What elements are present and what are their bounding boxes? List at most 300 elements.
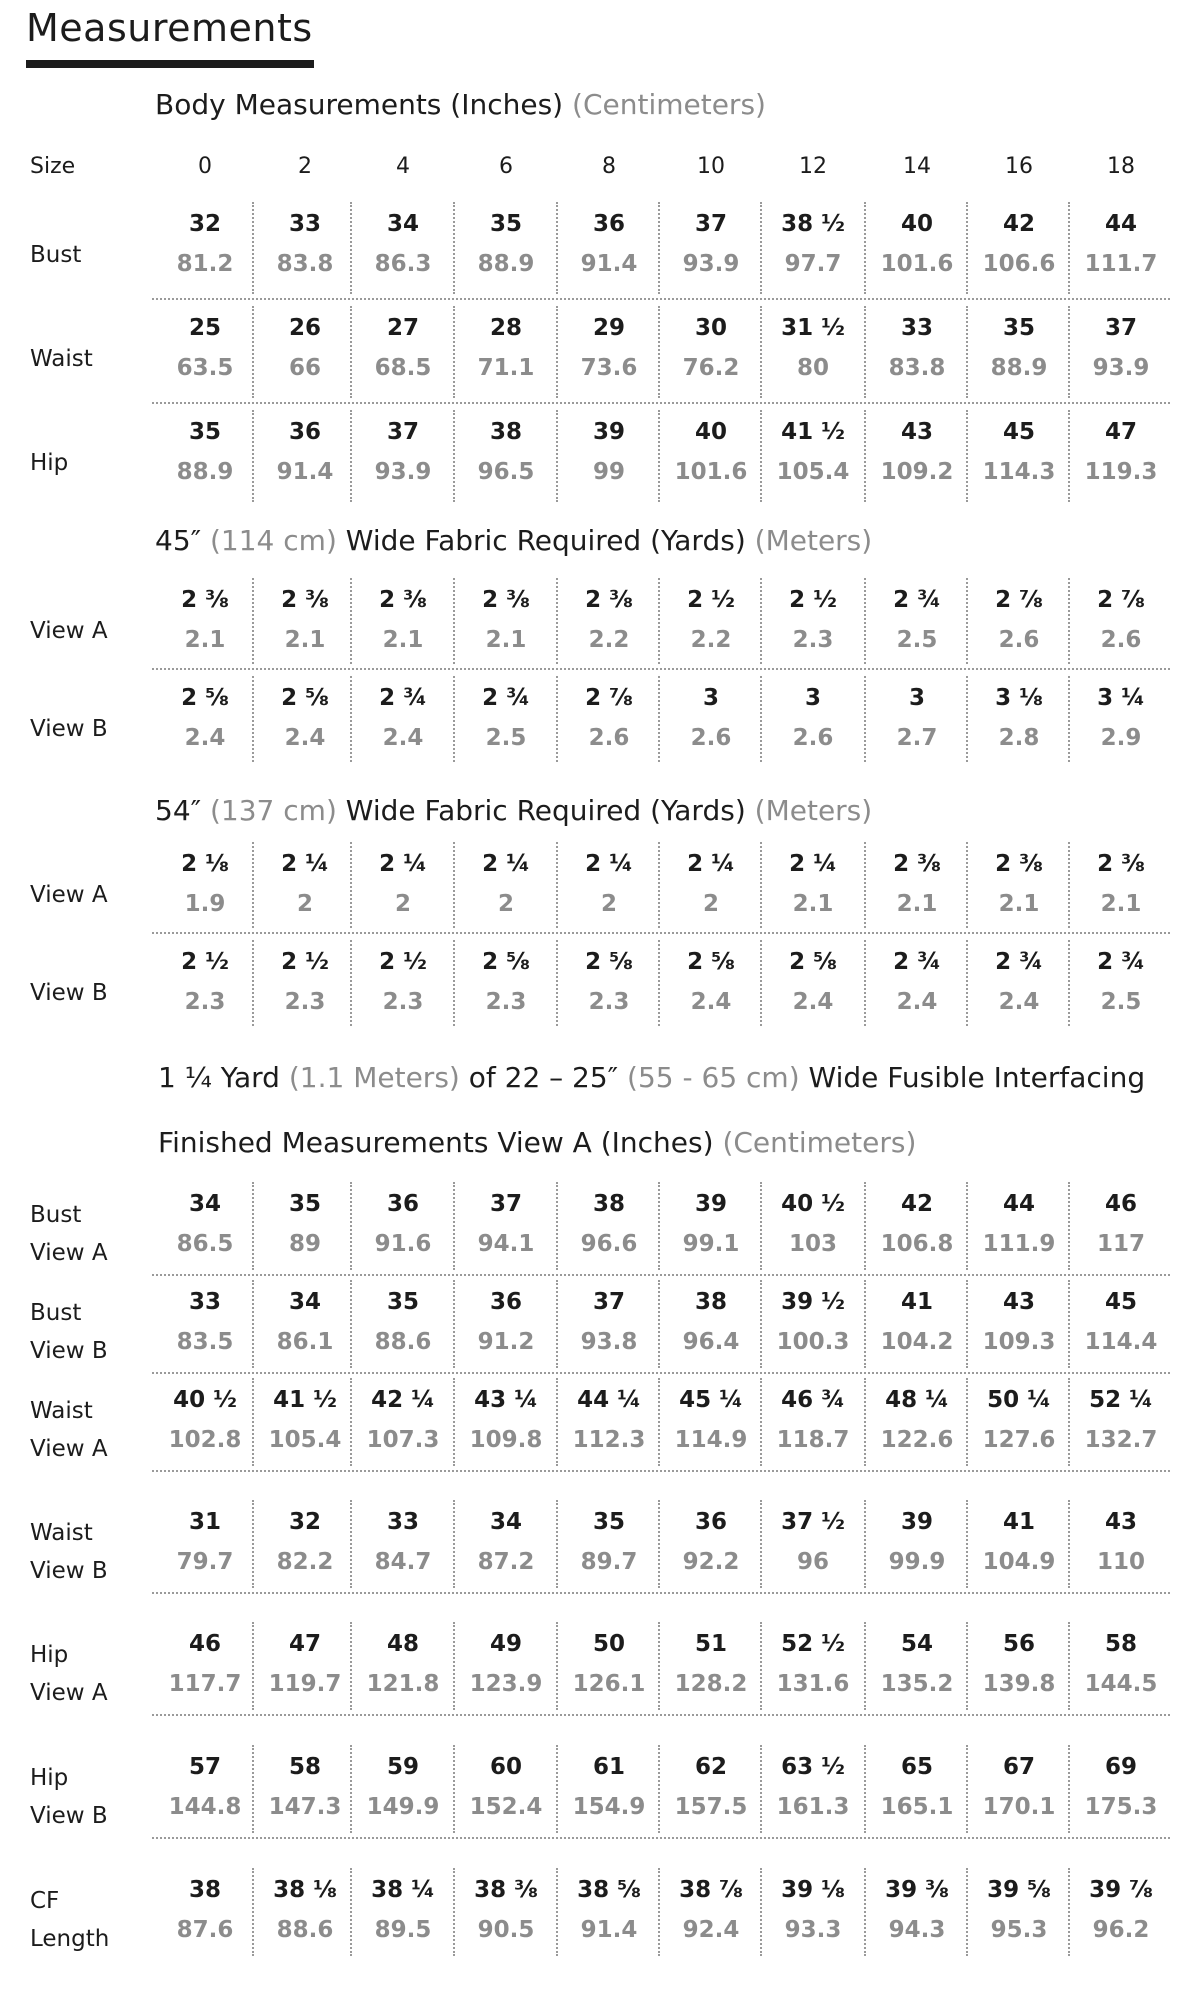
imperial-value: 36 [386,1191,419,1217]
metric-value: 97.7 [784,251,842,277]
imperial-value: 65 [900,1754,933,1780]
measurement-cell [762,204,864,284]
metric-value: 96.5 [477,459,535,485]
column-divider [966,676,968,762]
size-header: 10 [697,154,725,179]
imperial-value: 38 [489,419,522,445]
metric-value: 109.2 [880,459,954,485]
column-divider [453,306,455,398]
imperial-value: 2 ½ [181,949,229,975]
heading-main: Body Measurements (Inches) [155,88,564,121]
imperial-value: 30 [694,315,727,341]
metric-value: 2.3 [485,989,527,1015]
measurement-cell [762,1747,864,1827]
measurement-cell [352,1282,454,1362]
metric-value: 147.3 [268,1794,342,1820]
fabric-54-heading [155,794,872,827]
imperial-value: 2 ½ [789,587,837,613]
metric-value: 86.1 [276,1329,334,1355]
metric-value: 2.4 [896,989,938,1015]
metric-value: 71.1 [477,355,535,381]
imperial-value: 38 [188,1877,221,1903]
imperial-value: 48 [386,1631,419,1657]
measurement-cell [154,1747,256,1827]
imperial-value: 2 ⅛ [181,851,229,877]
column-divider [556,306,558,398]
column-divider [760,1182,762,1270]
metric-value: 2.6 [588,725,630,751]
metric-value: 2.1 [184,627,226,653]
metric-value: 122.6 [880,1427,954,1453]
measurement-cell [352,1184,454,1264]
column-divider [453,1745,455,1833]
heading-main: Wide Fabric Required (Yards) [345,794,746,827]
metric-value: 93.8 [580,1329,638,1355]
metric-value: 2.1 [284,627,326,653]
imperial-value: 2 ¾ [893,949,941,975]
body-measurements-heading [155,88,766,121]
measurement-cell [352,1624,454,1704]
column-divider [966,306,968,398]
column-divider [252,202,254,294]
metric-value: 73.6 [580,355,638,381]
metric-value: 96.6 [580,1231,638,1257]
row-divider [152,1372,1170,1374]
column-divider [556,1280,558,1368]
column-divider [252,410,254,502]
measurement-cell [968,1502,1070,1582]
imperial-value: 33 [288,211,321,237]
imperial-value: 67 [1002,1754,1035,1780]
imperial-value: 31 ½ [781,315,845,341]
imperial-value: 45 [1002,419,1035,445]
measurement-cell [866,1502,968,1582]
column-divider [556,1378,558,1466]
imperial-value: 46 [1104,1191,1137,1217]
imperial-value: 25 [188,315,221,341]
metric-value: 175.3 [1084,1794,1158,1820]
row-divider [152,1274,1170,1276]
imperial-value: 3 [804,685,821,711]
column-divider [252,306,254,398]
fabric-45-heading [155,524,872,557]
imperial-value: 2 ⅜ [893,851,941,877]
metric-value: 112.3 [572,1427,646,1453]
imperial-value: 38 ⅞ [679,1877,743,1903]
row-label [30,876,108,914]
imperial-value: 2 ⅜ [995,851,1043,877]
row-label [30,612,108,650]
imperial-value: 37 ½ [781,1509,845,1535]
column-divider [350,410,352,502]
imperial-value: 2 ¼ [482,851,530,877]
column-divider [350,676,352,762]
metric-value: 152.4 [469,1794,543,1820]
metric-value: 2.1 [1100,891,1142,917]
imperial-value: 41 ½ [781,419,845,445]
column-divider [453,842,455,928]
row-label-line: View A [30,618,108,644]
size-header: 14 [903,154,931,179]
measurement-cell [968,1184,1070,1264]
imperial-value: 43 [900,419,933,445]
measurement-cell [254,308,356,388]
metric-value: 118.7 [776,1427,850,1453]
measurement-cell [660,844,762,924]
imperial-value: 39 ⅛ [781,1877,845,1903]
measurement-cell [455,412,557,492]
column-divider [658,1280,660,1368]
imperial-value: 2 ¾ [482,685,530,711]
measurement-cell [968,1870,1070,1950]
imperial-value: 33 [188,1289,221,1315]
imperial-value: 2 ¾ [1097,949,1145,975]
imperial-value: 2 ⅜ [1097,851,1145,877]
metric-value: 123.9 [469,1671,543,1697]
measurement-cell [1070,942,1172,1022]
column-divider [350,842,352,928]
imperial-value: 52 ½ [781,1631,845,1657]
column-divider [252,1868,254,1956]
row-divider [152,298,1170,300]
measurement-cell [154,1624,256,1704]
metric-value: 157.5 [674,1794,748,1820]
imperial-value: 2 ⅜ [281,587,329,613]
metric-value: 161.3 [776,1794,850,1820]
metric-value: 63.5 [176,355,234,381]
measurement-cell [1070,412,1172,492]
imperial-value: 2 ¾ [379,685,427,711]
imperial-value: 48 ¼ [885,1387,949,1413]
metric-value: 104.2 [880,1329,954,1355]
imperial-value: 39 [900,1509,933,1535]
row-divider [152,1837,1170,1839]
column-divider [252,578,254,664]
column-divider [252,1182,254,1270]
metric-value: 86.3 [374,251,432,277]
metric-value: 81.2 [176,251,234,277]
metric-value: 91.2 [477,1329,535,1355]
column-divider [864,842,866,928]
measurement-cell [154,204,256,284]
measurement-cell [455,1282,557,1362]
row-label-line: View B [30,1803,108,1829]
measurement-cell [352,942,454,1022]
measurement-cell [1070,1624,1172,1704]
column-divider [453,1500,455,1588]
column-divider [556,1500,558,1588]
row-label [30,1392,108,1468]
column-divider [350,202,352,294]
metric-value: 135.2 [880,1671,954,1697]
imperial-value: 32 [288,1509,321,1535]
metric-value: 109.3 [982,1329,1056,1355]
row-label-line: Bust [30,1300,82,1326]
column-divider [556,676,558,762]
metric-value: 154.9 [572,1794,646,1820]
metric-value: 139.8 [982,1671,1056,1697]
imperial-value: 36 [489,1289,522,1315]
measurement-cell [866,580,968,660]
column-divider [966,202,968,294]
measurement-cell [254,1870,356,1950]
imperial-value: 2 ½ [379,949,427,975]
column-divider [658,410,660,502]
column-divider [658,676,660,762]
column-divider [658,1745,660,1833]
interfacing-width: of 22 – 25″ [468,1061,619,1094]
imperial-value: 39 ½ [781,1289,845,1315]
measurement-cell [455,942,557,1022]
column-divider [760,676,762,762]
column-divider [556,1622,558,1710]
imperial-value: 2 ¼ [379,851,427,877]
measurement-cell [455,580,557,660]
measurement-cell [455,1747,557,1827]
metric-value: 89.5 [374,1917,432,1943]
measurement-cell [1070,1747,1172,1827]
column-divider [252,940,254,1026]
measurement-cell [154,412,256,492]
metric-value: 2.7 [896,725,938,751]
column-divider [252,1500,254,1588]
metric-value: 111.9 [982,1231,1056,1257]
metric-value: 93.9 [1092,355,1150,381]
imperial-value: 35 [288,1191,321,1217]
column-divider [1068,1280,1070,1368]
imperial-value: 28 [489,315,522,341]
row-label-line: View B [30,980,108,1006]
column-divider [350,940,352,1026]
imperial-value: 59 [386,1754,419,1780]
metric-value: 132.7 [1084,1427,1158,1453]
heading-width-metric: (137 cm) [210,794,337,827]
measurement-cell [154,844,256,924]
measurement-cell [455,1380,557,1460]
column-divider [350,306,352,398]
measurement-cell [1070,1380,1172,1460]
column-divider [252,676,254,762]
imperial-value: 34 [188,1191,221,1217]
imperial-value: 42 [1002,211,1035,237]
column-divider [252,1745,254,1833]
measurement-cell [154,1282,256,1362]
imperial-value: 34 [386,211,419,237]
imperial-value: 2 ⅝ [281,685,329,711]
measurement-cell [866,678,968,758]
imperial-value: 47 [288,1631,321,1657]
metric-value: 117 [1096,1231,1145,1257]
imperial-value: 2 ⅞ [995,587,1043,613]
column-divider [760,202,762,294]
imperial-value: 3 [702,685,719,711]
interfacing-qty: 1 ¼ Yard [158,1061,280,1094]
column-divider [453,676,455,762]
measurement-cell [660,1502,762,1582]
column-divider [966,1182,968,1270]
metric-value: 88.9 [990,355,1048,381]
imperial-value: 33 [900,315,933,341]
measurement-cell [558,204,660,284]
measurement-cell [660,412,762,492]
imperial-value: 40 ½ [781,1191,845,1217]
measurement-cell [660,1282,762,1362]
imperial-value: 38 [694,1289,727,1315]
row-label-line: Bust [30,1202,82,1228]
metric-value: 2.4 [184,725,226,751]
imperial-value: 2 ⅜ [379,587,427,613]
column-divider [658,1622,660,1710]
measurement-cell [1070,308,1172,388]
imperial-value: 44 [1104,211,1137,237]
imperial-value: 2 ½ [687,587,735,613]
column-divider [453,410,455,502]
measurement-cell [762,1282,864,1362]
metric-value: 2.3 [184,989,226,1015]
column-divider [1068,676,1070,762]
imperial-value: 39 ⅜ [885,1877,949,1903]
metric-value: 105.4 [268,1427,342,1453]
measurement-cell [352,308,454,388]
measurement-cell [866,1380,968,1460]
imperial-value: 44 [1002,1191,1035,1217]
measurement-cell [1070,580,1172,660]
measurement-cell [352,204,454,284]
metric-value: 2.6 [998,627,1040,653]
metric-value: 93.9 [374,459,432,485]
metric-value: 2.3 [382,989,424,1015]
imperial-value: 40 [694,419,727,445]
measurement-cell [455,1184,557,1264]
column-divider [864,1378,866,1466]
metric-value: 131.6 [776,1671,850,1697]
metric-value: 117.7 [168,1671,242,1697]
column-divider [864,410,866,502]
column-divider [1068,1745,1070,1833]
metric-value: 92.2 [682,1549,740,1575]
metric-value: 2.6 [1100,627,1142,653]
row-label-line: Bust [30,242,82,268]
column-divider [658,1378,660,1466]
metric-value: 110 [1096,1549,1145,1575]
column-divider [453,1182,455,1270]
column-divider [966,1280,968,1368]
column-divider [350,1500,352,1588]
imperial-value: 2 ¾ [893,587,941,613]
measurement-cell [352,1380,454,1460]
column-divider [966,1868,968,1956]
column-divider [658,578,660,664]
interfacing-qty-metric: (1.1 Meters) [288,1061,460,1094]
metric-value: 2.5 [896,627,938,653]
column-divider [1068,1378,1070,1466]
column-divider [658,1182,660,1270]
measurement-cell [154,1502,256,1582]
measurement-cell [968,1282,1070,1362]
column-divider [453,1868,455,1956]
row-label [30,236,81,274]
row-label [30,1882,109,1958]
imperial-value: 58 [288,1754,321,1780]
column-divider [658,842,660,928]
imperial-value: 35 [592,1509,625,1535]
heading-metric: (Meters) [754,794,873,827]
imperial-value: 37 [386,419,419,445]
metric-value: 170.1 [982,1794,1056,1820]
imperial-value: 2 ⅜ [482,587,530,613]
measurement-cell [455,1624,557,1704]
column-divider [453,940,455,1026]
measurement-cell [968,1624,1070,1704]
measurement-cell [558,1184,660,1264]
imperial-value: 32 [188,211,221,237]
imperial-value: 52 ¼ [1089,1387,1153,1413]
row-label-line: View A [30,1436,108,1462]
metric-value: 2.6 [792,725,834,751]
column-divider [966,1622,968,1710]
imperial-value: 38 ⅛ [273,1877,337,1903]
imperial-value: 31 [188,1509,221,1535]
column-divider [453,1378,455,1466]
imperial-value: 36 [288,419,321,445]
column-divider [453,202,455,294]
imperial-value: 43 [1002,1289,1035,1315]
row-divider [152,668,1170,670]
metric-value: 87.2 [477,1549,535,1575]
measurement-cell [154,678,256,758]
measurement-cell [762,844,864,924]
imperial-value: 69 [1104,1754,1137,1780]
metric-value: 106.6 [982,251,1056,277]
imperial-value: 29 [592,315,625,341]
metric-value: 99.1 [682,1231,740,1257]
imperial-value: 40 ½ [173,1387,237,1413]
column-divider [556,202,558,294]
imperial-value: 2 ½ [281,949,329,975]
imperial-value: 37 [1104,315,1137,341]
metric-value: 2.3 [284,989,326,1015]
row-label-line: View B [30,1558,108,1584]
measurement-cell [968,1380,1070,1460]
metric-value: 2.1 [485,627,527,653]
imperial-value: 49 [489,1631,522,1657]
row-label-line: CF [30,1888,60,1914]
metric-value: 92.4 [682,1917,740,1943]
size-header: 16 [1005,154,1033,179]
measurement-cell [660,1624,762,1704]
measurement-cell [558,580,660,660]
imperial-value: 42 [900,1191,933,1217]
row-divider [152,402,1170,404]
metric-value: 107.3 [366,1427,440,1453]
metric-value: 99 [592,459,625,485]
metric-value: 2.3 [792,627,834,653]
metric-value: 83.5 [176,1329,234,1355]
measurement-cell [968,942,1070,1022]
measurement-cell [455,308,557,388]
column-divider [556,842,558,928]
imperial-value: 46 [188,1631,221,1657]
imperial-value: 3 ¼ [1097,685,1145,711]
measurement-cell [352,1747,454,1827]
metric-value: 89 [288,1231,321,1257]
column-divider [966,1745,968,1833]
column-divider [864,578,866,664]
measurement-cell [762,1184,864,1264]
interfacing-type: Wide Fusible Interfacing [808,1061,1146,1094]
measurement-cell [866,1870,968,1950]
metric-value: 105.4 [776,459,850,485]
